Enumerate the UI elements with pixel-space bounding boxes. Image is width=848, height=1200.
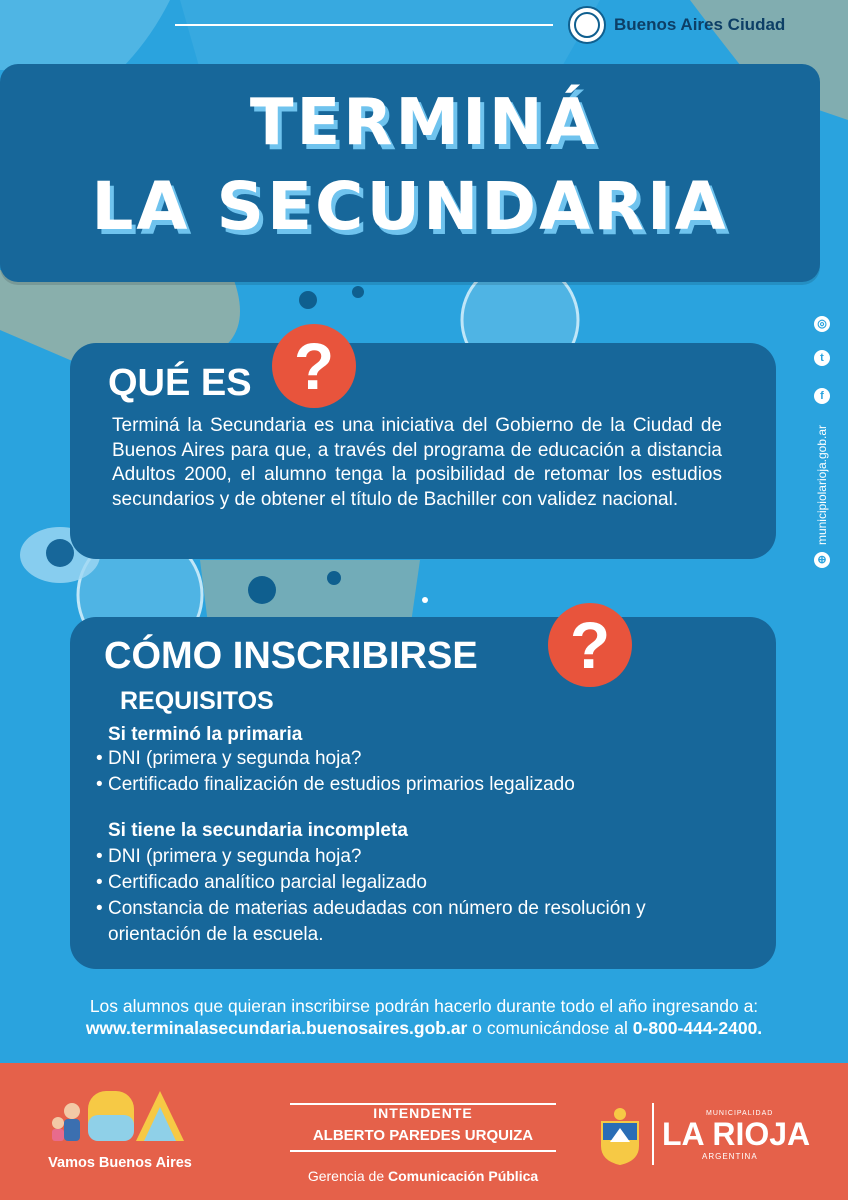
argentina-label: ARGENTINA [702, 1152, 758, 1161]
requisitos-heading: REQUISITOS [120, 687, 274, 715]
gerencia-name: Comunicación Pública [388, 1168, 539, 1184]
gerencia-prefix: Gerencia de [307, 1168, 389, 1184]
list-item: • Certificado finalización de estudios primarios legalizado [96, 772, 575, 798]
title-line-2: LA SECUNDARIA [91, 168, 729, 245]
que-es-body: Terminá la Secundaria es una iniciativa del Gobierno de la Ciudad de Buenos Aires para que, a través del programa de educación a distancia Adultos 2000, el alumno tenga la posibilidad de retomar los estudios secundarios y de obtener el título de Bachiller con validez nacional. [112, 415, 722, 510]
intendente-name: ALBERTO PAREDES URQUIZA [312, 1127, 534, 1144]
vamos-buenos-aires-logo [20, 1085, 220, 1180]
phone-number[interactable]: 0-800-444-2400. [632, 1018, 763, 1038]
vamos-label: Vamos Buenos Aires [48, 1155, 192, 1171]
twitter-icon[interactable]: t [814, 350, 830, 366]
city-seal-icon [568, 6, 606, 44]
gerencia-label [290, 1168, 556, 1184]
buenos-aires-ciudad-logo [568, 6, 785, 44]
que-es-heading: QUÉ ES [108, 362, 252, 404]
group-secundaria-title: Si tiene la secundaria incompleta [108, 820, 408, 841]
logo-divider [652, 1103, 654, 1165]
intendente-label: INTENDENTE [373, 1105, 473, 1121]
la-rioja-label: LA RIOJA [662, 1116, 811, 1152]
footer-info-line: Los alumnos que quieran inscribirse podrán hacerlo durante todo el año ingresando a: [89, 996, 759, 1016]
footer-connector: o comunicándose al [467, 1018, 633, 1038]
primaria-requirements-list [96, 746, 575, 798]
list-item: • DNI (primera y segunda hoja? [96, 844, 716, 870]
instagram-icon[interactable]: ◎ [814, 316, 830, 332]
brand-label: Buenos Aires Ciudad [614, 15, 786, 34]
group-primaria-title: Si terminó la primaria [108, 724, 303, 745]
la-rioja-coat-of-arms-icon [598, 1106, 642, 1166]
website-vertical [812, 418, 832, 568]
question-mark-icon: ? [272, 324, 356, 408]
title-line-1: TERMINÁ [249, 86, 599, 160]
header-rule [175, 24, 553, 26]
website-vertical-label[interactable]: municipiolarioja.gob.ar [815, 424, 829, 546]
secundaria-requirements-list [96, 844, 716, 948]
list-item: • DNI (primera y segunda hoja? [96, 746, 575, 772]
ba-logo-icon [48, 1085, 208, 1147]
intendente-rule-bottom [290, 1150, 556, 1152]
footer-contact-line [0, 1018, 848, 1039]
municipalidad-label: MUNICIPALIDAD [706, 1110, 774, 1117]
list-item: • Certificado analítico parcial legalizado [96, 870, 716, 896]
como-inscribirse-heading: CÓMO INSCRIBIRSE [104, 635, 478, 677]
website-link[interactable]: www.terminalasecundaria.buenosaires.gob.ar [85, 1018, 468, 1038]
intendente-block [290, 1103, 556, 1152]
globe-icon: ⊕ [814, 552, 830, 568]
question-mark-icon: ? [548, 603, 632, 687]
facebook-icon[interactable]: f [814, 388, 830, 404]
list-item: • Constancia de materias adeudadas con número de resolución y orientación de la escuela. [96, 896, 716, 948]
